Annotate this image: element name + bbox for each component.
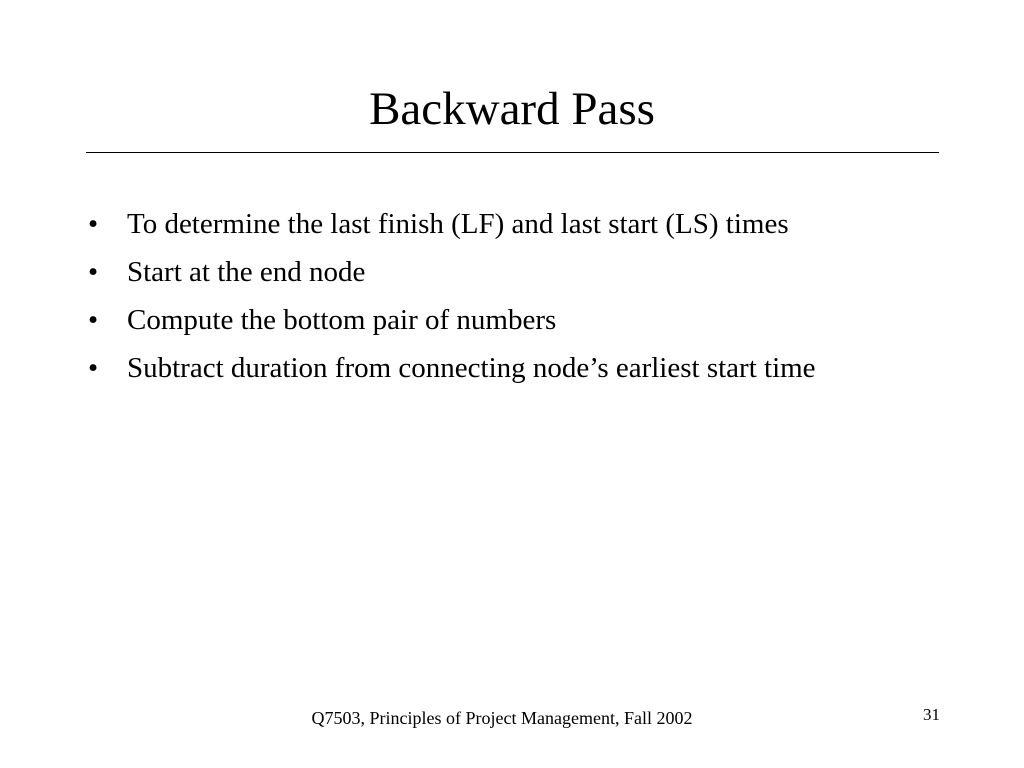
bullet-item — [86, 251, 966, 299]
bullet-text: To determine the last finish (LF) and last start (LS) times — [127, 208, 789, 240]
bullet-icon: • — [88, 304, 99, 336]
bullet-icon: • — [88, 256, 99, 288]
bullet-icon: • — [88, 208, 99, 240]
bullet-item — [86, 203, 966, 251]
bullet-item — [86, 347, 966, 395]
slide-footer: Q7503, Principles of Project Management, Fall 2002 — [311, 708, 693, 728]
bullet-text: Start at the end node — [127, 256, 366, 288]
bullet-list — [86, 203, 966, 395]
bullet-item — [86, 299, 966, 347]
bullet-text: Subtract duration from connecting node’s earliest start time — [127, 352, 816, 384]
title-divider — [86, 152, 939, 153]
bullet-icon: • — [88, 352, 99, 384]
page-number: 31 — [923, 705, 940, 724]
bullet-text: Compute the bottom pair of numbers — [127, 304, 557, 336]
slide-title: Backward Pass — [369, 83, 655, 135]
